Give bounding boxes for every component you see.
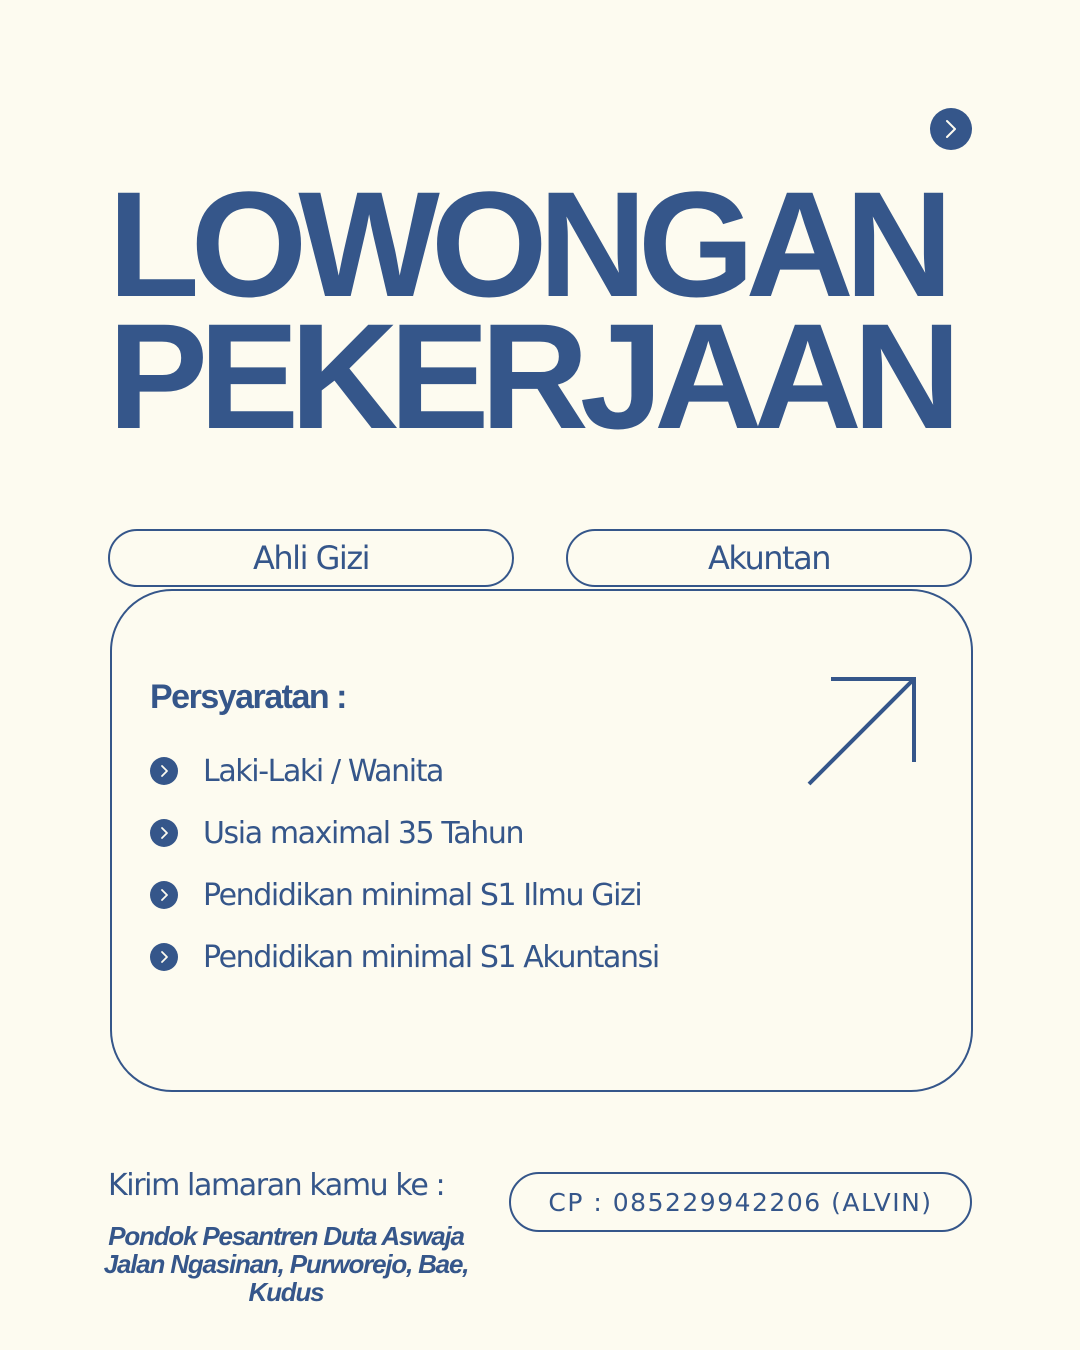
address-line-3: Kudus bbox=[248, 1277, 324, 1307]
requirement-text: Pendidikan minimal S1 Akuntansi bbox=[203, 939, 659, 975]
requirement-text: Pendidikan minimal S1 Ilmu Gizi bbox=[203, 877, 642, 913]
requirement-item bbox=[150, 864, 659, 926]
requirement-item bbox=[150, 802, 659, 864]
title-line-2: PEKERJAAN bbox=[108, 292, 953, 460]
chevron-right-icon bbox=[150, 757, 178, 785]
requirement-item bbox=[150, 926, 659, 988]
title-line-1: LOWONGAN bbox=[108, 160, 945, 328]
chevron-right-icon bbox=[943, 118, 959, 140]
address-line-1: Pondok Pesantren Duta Aswaja bbox=[108, 1221, 464, 1251]
next-button[interactable] bbox=[930, 108, 972, 150]
chevron-right-icon bbox=[150, 943, 178, 971]
requirements-heading: Persyaratan : bbox=[150, 678, 346, 716]
send-application-label: Kirim lamaran kamu ke : bbox=[108, 1168, 445, 1203]
chevron-right-icon bbox=[150, 819, 178, 847]
requirement-item bbox=[150, 740, 659, 802]
requirement-text: Usia maximal 35 Tahun bbox=[203, 815, 524, 851]
address-block bbox=[90, 1222, 482, 1306]
chevron-right-icon bbox=[150, 881, 178, 909]
requirements-list bbox=[150, 740, 659, 988]
requirement-text: Laki-Laki / Wanita bbox=[203, 753, 444, 789]
arrow-up-right-icon bbox=[800, 674, 920, 790]
contact-person-pill: CP : 085229942206 (ALVIN) bbox=[509, 1172, 972, 1232]
position-pill-ahli-gizi: Ahli Gizi bbox=[108, 529, 514, 587]
page-title bbox=[108, 160, 953, 460]
position-pill-akuntan: Akuntan bbox=[566, 529, 972, 587]
address-line-2: Jalan Ngasinan, Purworejo, Bae, bbox=[103, 1249, 469, 1279]
